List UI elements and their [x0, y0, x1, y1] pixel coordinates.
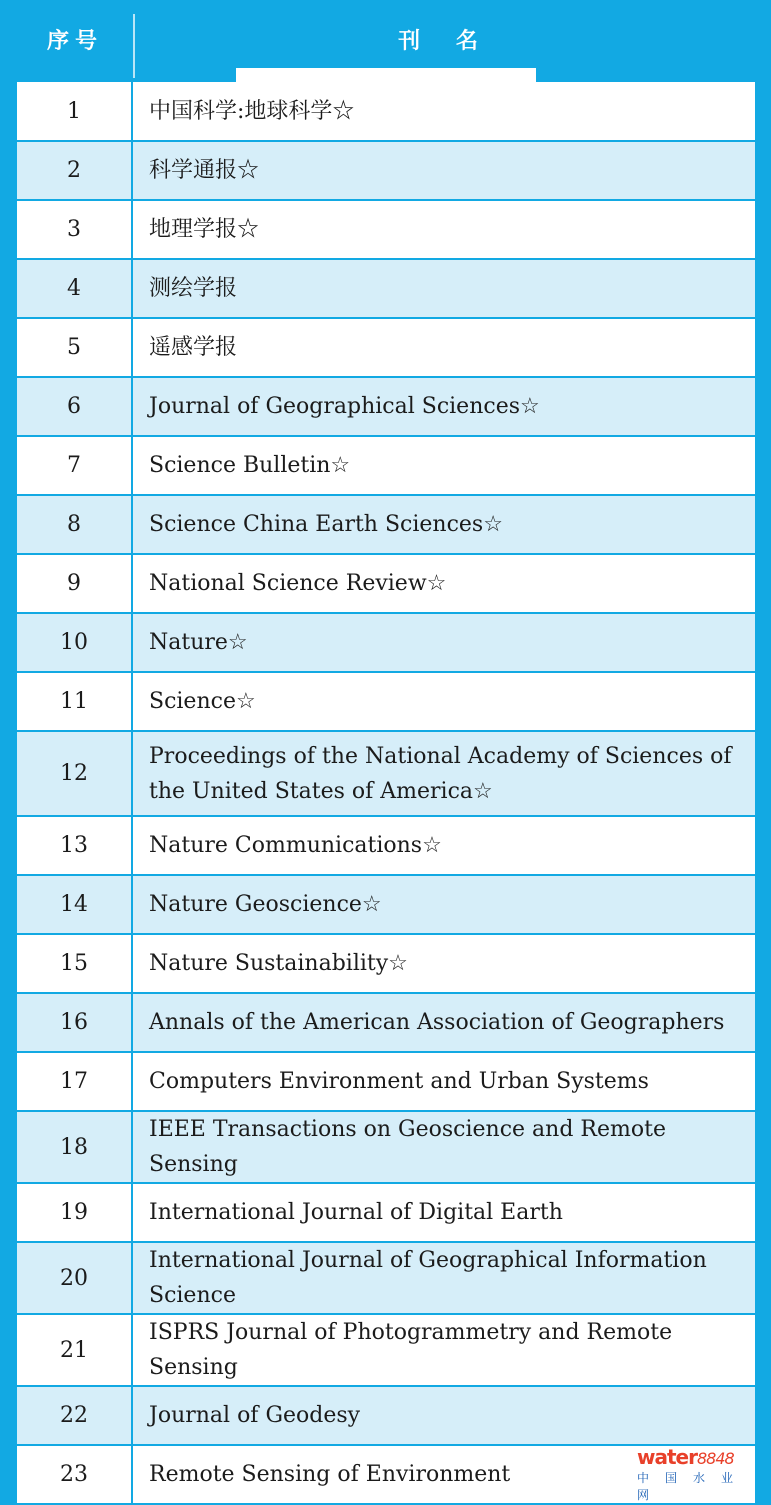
- table-row: [17, 1183, 755, 1242]
- row-number: 5: [17, 318, 132, 377]
- journal-name: International Journal of Digital Earth: [132, 1183, 755, 1242]
- table-row: [17, 318, 755, 377]
- journal-name: 地理学报☆: [132, 200, 755, 259]
- row-number: 18: [17, 1111, 132, 1183]
- journal-name: Proceedings of the National Academy of Sciences of the United States of America☆: [132, 731, 755, 816]
- table-row: [17, 1242, 755, 1314]
- table-row: [17, 816, 755, 875]
- journal-name: National Science Review☆: [132, 554, 755, 613]
- column-header-journal-name: 刊 名: [398, 28, 492, 54]
- row-number: 15: [17, 934, 132, 993]
- journal-name: Nature Sustainability☆: [132, 934, 755, 993]
- journal-name: Computers Environment and Urban Systems: [132, 1052, 755, 1111]
- journal-name: Science☆: [132, 672, 755, 731]
- row-number: 13: [17, 816, 132, 875]
- table-row: [17, 377, 755, 436]
- journal-name: 测绘学报: [132, 259, 755, 318]
- row-number: 1: [17, 82, 132, 141]
- watermark-word: water: [637, 1445, 697, 1469]
- journal-name: Nature☆: [132, 613, 755, 672]
- table-row: [17, 993, 755, 1052]
- row-number: 7: [17, 436, 132, 495]
- watermark-logo: [633, 1445, 763, 1502]
- journal-name: Nature Geoscience☆: [132, 875, 755, 934]
- row-number: 16: [17, 993, 132, 1052]
- journal-name: Remote Sensing of Environment: [132, 1445, 755, 1504]
- row-number: 9: [17, 554, 132, 613]
- row-number: 14: [17, 875, 132, 934]
- table-row: [17, 554, 755, 613]
- row-number: 11: [17, 672, 132, 731]
- journal-name: IEEE Transactions on Geoscience and Remote Sensing: [132, 1111, 755, 1183]
- journal-name: Nature Communications☆: [132, 816, 755, 875]
- row-number: 3: [17, 200, 132, 259]
- row-number: 12: [17, 731, 132, 816]
- row-number: 19: [17, 1183, 132, 1242]
- table-header: [17, 0, 755, 78]
- journal-table: [17, 82, 755, 1505]
- watermark-digits: 8848: [696, 1449, 734, 1468]
- journal-name: Annals of the American Association of Geographers: [132, 993, 755, 1052]
- table-row: [17, 731, 755, 816]
- table-row: [17, 495, 755, 554]
- row-number: 17: [17, 1052, 132, 1111]
- journal-name: 中国科学:地球科学☆: [132, 82, 755, 141]
- row-number: 23: [17, 1445, 132, 1504]
- row-number: 21: [17, 1314, 132, 1386]
- table-row: [17, 141, 755, 200]
- table-row: [17, 82, 755, 141]
- table-row: [17, 1386, 755, 1445]
- table-row: [17, 1052, 755, 1111]
- journal-name: 遥感学报: [132, 318, 755, 377]
- journal-name: Science China Earth Sciences☆: [132, 495, 755, 554]
- row-number: 2: [17, 141, 132, 200]
- row-number: 20: [17, 1242, 132, 1314]
- row-number: 8: [17, 495, 132, 554]
- table-row: [17, 934, 755, 993]
- journal-name: 科学通报☆: [132, 141, 755, 200]
- journal-name: Journal of Geodesy: [132, 1386, 755, 1445]
- row-number: 6: [17, 377, 132, 436]
- row-number: 4: [17, 259, 132, 318]
- table-row: [17, 1314, 755, 1386]
- table-row: [17, 436, 755, 495]
- table-row: [17, 875, 755, 934]
- journal-name: Science Bulletin☆: [132, 436, 755, 495]
- table-row: [17, 200, 755, 259]
- journal-name: ISPRS Journal of Photogrammetry and Remote Sensing: [132, 1314, 755, 1386]
- watermark-subtitle: 中国水业网: [637, 1471, 750, 1502]
- header-notch: [236, 68, 536, 82]
- row-number: 10: [17, 613, 132, 672]
- journal-name: Journal of Geographical Sciences☆: [132, 377, 755, 436]
- table-row: [17, 613, 755, 672]
- journal-name: International Journal of Geographical Information Science: [132, 1242, 755, 1314]
- table-row: [17, 672, 755, 731]
- row-number: 22: [17, 1386, 132, 1445]
- column-header-number: 序号: [46, 28, 103, 54]
- table-row: [17, 259, 755, 318]
- table-row: [17, 1111, 755, 1183]
